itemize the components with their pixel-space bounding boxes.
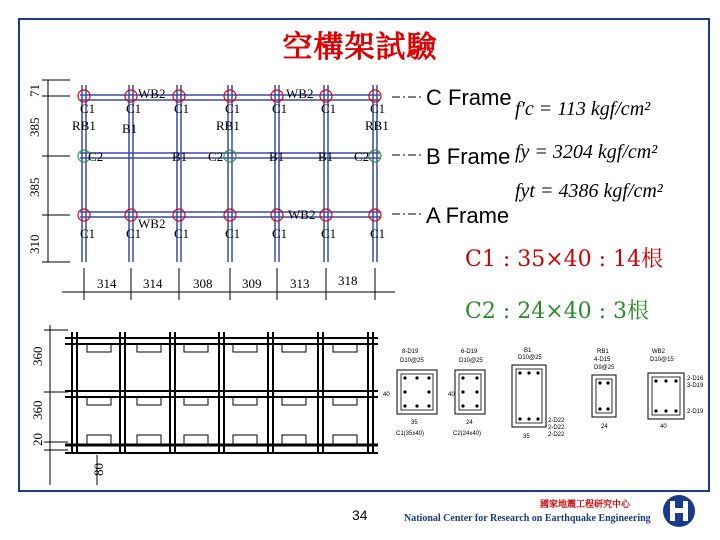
beam-label: RB1	[365, 118, 389, 133]
section-text: 40	[448, 392, 455, 398]
section-text: B1	[524, 348, 532, 354]
section-text: 35	[523, 434, 530, 440]
section-text: 2-D19	[687, 409, 704, 415]
org-name-chinese: 國家地震工程研究中心	[540, 500, 631, 510]
org-name-english: National Center for Research on Earthquake Engineering	[404, 513, 651, 524]
dim-label: 385	[27, 117, 42, 137]
col-label: C1	[126, 101, 142, 116]
elevation-dim-text	[30, 347, 106, 477]
section-text: 24	[466, 420, 473, 426]
col-label: C1	[174, 101, 190, 116]
wb-label: WB2	[286, 86, 314, 101]
col-label: C1	[80, 101, 96, 116]
section-caption: C1(35x40)	[396, 431, 425, 437]
section-text: WB2	[652, 349, 666, 355]
column-specs	[465, 247, 663, 324]
formula-fy: fy = 3204 kgf/cm²	[515, 141, 658, 163]
col-label: C1	[370, 101, 386, 116]
dim-label: 71	[27, 84, 42, 97]
wb-label: WB2	[288, 207, 316, 222]
col-label: C1	[321, 226, 337, 241]
section-text: D9@25	[594, 365, 615, 371]
col-label: C1	[370, 226, 386, 241]
page-number: 34	[352, 507, 368, 523]
ncree-logo	[663, 495, 695, 527]
section-text: 3-D19	[687, 383, 704, 389]
col-label: C1	[272, 226, 288, 241]
formula-fyt: fyt = 4386 kgf/cm²	[515, 180, 663, 202]
beam-label: B1	[318, 149, 334, 164]
col-label: C1	[225, 101, 241, 116]
section-caption: C2(24x40)	[453, 431, 482, 437]
dim-label: 385	[27, 177, 42, 197]
beam-label: RB1	[216, 118, 240, 133]
section-text: 2-D22	[548, 432, 565, 438]
slide-title: 空構架試驗	[282, 30, 438, 65]
section-text: 40	[660, 424, 667, 430]
col-label: C1	[126, 226, 142, 241]
col-label: C1	[174, 226, 190, 241]
plan-dim-vertical-text	[27, 84, 42, 254]
dim-label: 309	[242, 276, 262, 291]
rebar-dots	[403, 371, 677, 420]
section-text: 2-D16	[687, 376, 704, 382]
section-labels	[383, 348, 704, 440]
col-label: C1	[272, 101, 288, 116]
beam-label: B1	[269, 149, 285, 164]
dim-label: 20	[30, 433, 45, 446]
col-label: C1	[80, 226, 96, 241]
section-text: 40	[383, 392, 390, 398]
dim-label: 314	[97, 276, 117, 291]
section-text: 4-D15	[594, 357, 611, 363]
section-text: D10@15	[650, 357, 674, 363]
elevation-view	[65, 332, 378, 453]
material-properties	[515, 98, 664, 202]
dim-label: 313	[290, 276, 310, 291]
section-text: 2-D22	[548, 418, 565, 424]
column-c1-spec: C1 : 35×40 : 14根	[465, 247, 664, 272]
section-text: D10@25	[518, 355, 542, 361]
section-text: 24	[601, 424, 608, 430]
dim-label: 360	[30, 346, 45, 366]
beam-label: B1	[122, 121, 138, 136]
beam-label: B1	[172, 149, 188, 164]
frame-a-label: A Frame	[426, 203, 510, 228]
wb-label: WB2	[138, 216, 166, 231]
column-c2-spec: C2 : 24×40 : 3根	[465, 299, 650, 324]
section-text: 8-D19	[402, 349, 419, 355]
col-label: C1	[321, 101, 337, 116]
dim-label: 310	[27, 234, 42, 254]
frame-b-label: B Frame	[426, 144, 511, 169]
col-label: C2	[208, 149, 224, 164]
section-text: 6-D19	[461, 349, 478, 355]
dim-label: 80	[91, 463, 106, 476]
dim-label: 308	[193, 276, 213, 291]
frame-labels	[392, 85, 512, 228]
plan-dim-vertical	[42, 80, 70, 262]
dim-label: 314	[143, 276, 163, 291]
section-text: D10@25	[459, 358, 483, 364]
dim-label: 318	[338, 273, 358, 288]
frame-c-label: C Frame	[426, 85, 512, 110]
col-label: C1	[225, 226, 241, 241]
section-details	[397, 365, 684, 427]
col-label: C2	[354, 149, 370, 164]
formula-fc: f′c = 113 kgf/cm²	[515, 98, 651, 120]
beam-label: RB1	[72, 118, 96, 133]
elevation-dims	[44, 325, 68, 485]
wb-label: WB2	[138, 86, 166, 101]
section-text: D10@25	[400, 358, 424, 364]
dim-label: 360	[30, 400, 45, 420]
col-label: C2	[88, 149, 104, 164]
section-text: RB1	[597, 349, 609, 355]
section-text: 35	[411, 420, 418, 426]
section-text: 2-D22	[548, 425, 565, 431]
plan-dim-horizontal-text	[97, 273, 358, 291]
